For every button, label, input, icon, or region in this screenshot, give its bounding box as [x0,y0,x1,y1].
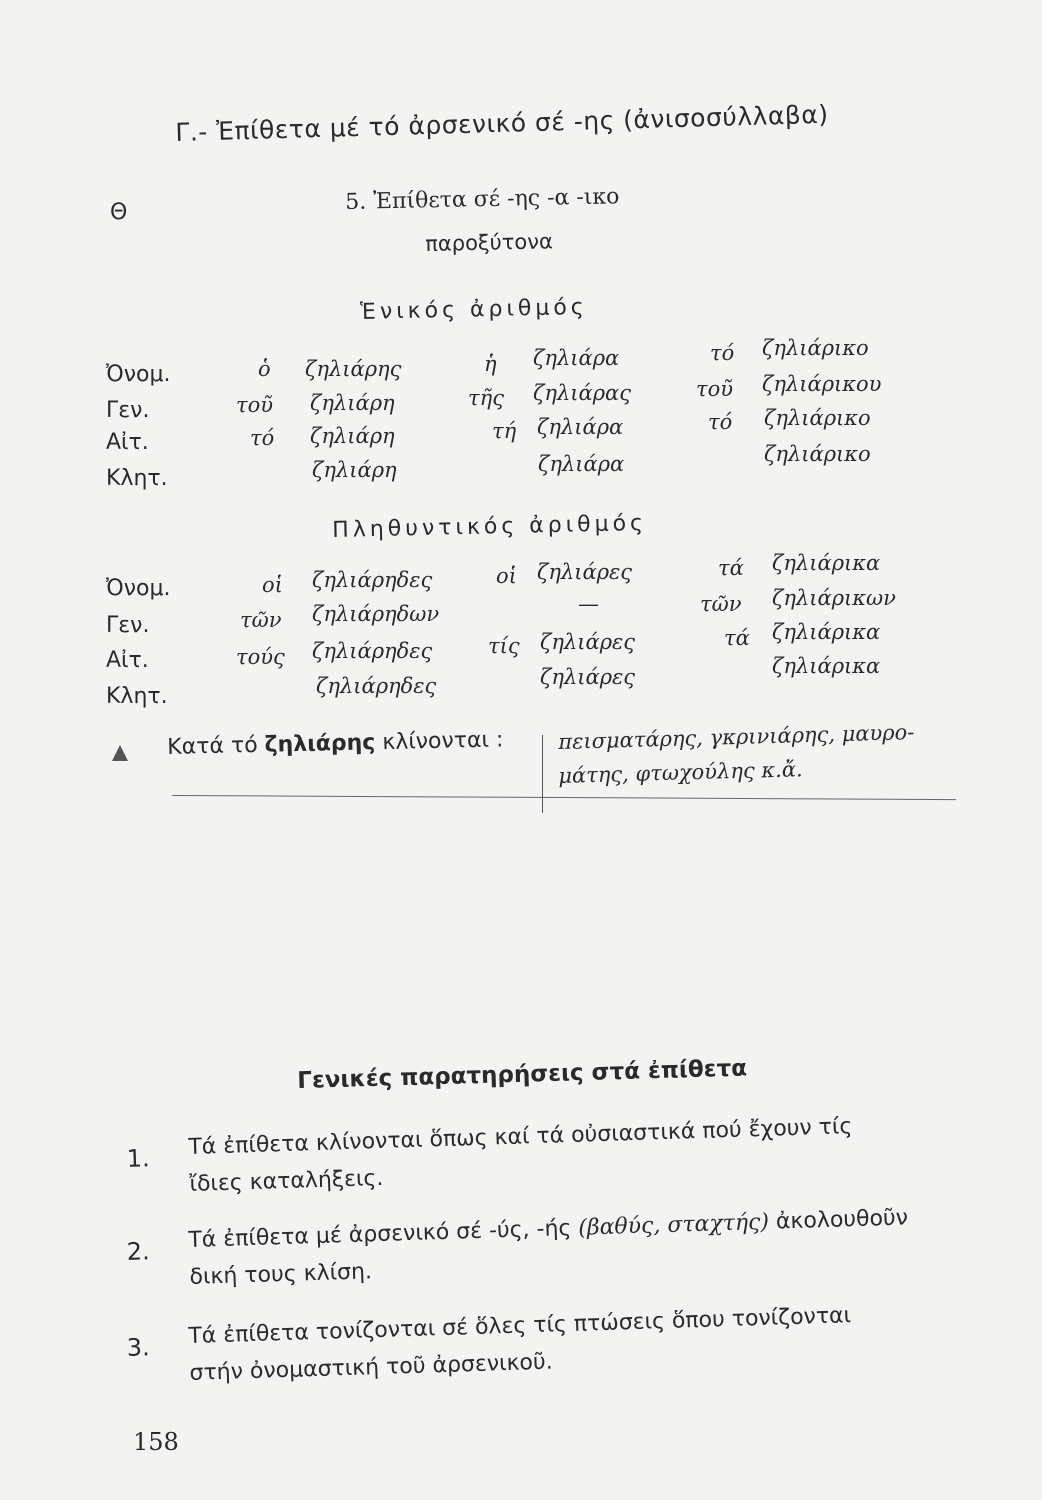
subsection-subtitle: παροξύτονα [425,229,554,256]
form-neut: ζηλιάρικα [772,620,881,644]
form-fem: ζηλιάρα [537,415,624,439]
form-masc: ζηλιάρηδες [316,674,437,698]
article-neut: τῶν [700,592,742,616]
observation-line: ἴδιες καταλήξεις. [189,1165,384,1197]
observation-line: δική τους κλίση. [189,1259,373,1290]
form-neut: ζηλιάρικο [764,406,871,430]
form-fem: ζηλιάρες [537,560,633,584]
article-neut: τά [724,626,750,650]
case-label: Κλητ. [106,466,168,491]
form-fem: ζηλιάρες [540,665,636,689]
observation-2 [126,1205,910,1290]
form-fem: ζηλιάρα [538,452,625,476]
case-label: Ὀνομ. [106,576,171,601]
observation-line: Τά ἐπίθετα κλίνονται ὅπως καί τά οὐσιαστικά πού ἔχουν τίς [188,1114,853,1160]
article-fem: τῆς [468,386,504,410]
article-neut: τά [718,556,744,580]
note-divider [542,735,543,813]
article-fem: ἡ [484,352,497,376]
case-label: Αἰτ. [106,648,149,673]
form-masc: ζηλιάρηδες [312,639,433,663]
note-line-1: πεισματάρης, γκρινιάρης, μαυρο- [558,720,915,754]
case-label: Γεν. [106,613,150,638]
article-fem: οἱ [496,564,517,588]
form-neut: ζηλιάρικο [764,442,871,466]
form-masc: ζηλιάρηδων [312,602,440,626]
article-neut: τό [710,341,735,365]
observation-line: στήν ὀνομαστική τοῦ ἀρσενικοῦ. [189,1349,554,1386]
observation-number: 1. [126,1144,151,1173]
section-title: Γ.- Ἐπίθετα μέ τό ἀρσενικό σέ -ης (ἀνισοσύλλαβα) [175,99,829,147]
note-label-word: ζηλιάρης [264,730,376,758]
article-neut: τό [708,410,733,434]
article-masc: τῶν [240,608,282,632]
page-number: 158 [133,1428,179,1456]
article-fem: τίς [488,634,520,658]
form-fem: ζηλιάρα [533,346,620,370]
article-masc: τοῦ [236,393,274,417]
article-neut: τοῦ [696,377,734,401]
observation-line: Τά ἐπίθετα μέ ἀρσενικό σέ -ύς, -ής [188,1215,579,1253]
singular-heading: Ἑνικός ἀριθμός [360,294,588,325]
observation-1 [126,1114,854,1197]
case-label: Ὀνομ. [106,362,171,387]
form-masc: ζηλιάρη [310,424,395,448]
article-masc: τούς [236,645,285,669]
observations-title: Γενικές παρατηρήσεις στά ἐπίθετα [297,1055,748,1094]
form-masc: ζηλιάρη [310,391,395,415]
form-neut: ζηλιάρικων [772,586,896,610]
article-fem: τή [492,419,517,443]
observation-number: 2. [126,1237,151,1266]
subsection-heading: 5. Ἐπίθετα σέ -ης -α -ικο [345,184,620,215]
form-masc: ζηλιάρηδες [312,568,433,592]
form-masc: ζηλιάρης [305,357,402,381]
form-masc: ζηλιάρη [312,458,397,482]
note-label-pre: Κατά τό [167,732,265,760]
article-masc: τό [250,426,275,450]
observation-line: ἀκολουθοῦν [768,1205,909,1235]
form-neut: ζηλιάρικα [772,654,881,678]
form-neut: ζηλιάρικο [762,336,869,360]
form-fem: ζηλιάρας [533,381,631,405]
observation-line: Τά ἐπίθετα τονίζονται σέ ὅλες τίς πτώσεις ὅπου τονίζονται [188,1303,852,1349]
triangle-icon [112,745,128,761]
form-neut: ζηλιάρικα [772,551,881,575]
note-line-2: μάτης, φτωχούλης κ.ἄ. [558,757,803,788]
form-neut: ζηλιάρικου [762,372,882,396]
case-label: Κλητ. [106,684,168,709]
note-rule [172,795,956,800]
note-label [167,727,504,760]
article-masc: ὁ [258,357,271,381]
plural-heading: Πληθυντικός ἀριθμός [332,510,648,543]
case-label: Γεν. [106,398,150,423]
form-fem: ζηλιάρες [540,630,636,654]
observation-3 [126,1303,853,1386]
section-symbol: Θ [110,200,128,225]
article-masc: οἱ [262,573,283,597]
form-fem: — [578,592,599,616]
note-label-post: κλίνονται : [375,727,504,756]
case-label: Αἰτ. [106,430,149,455]
observation-examples: (βαθύς, σταχτής) [577,1209,770,1241]
observation-number: 3. [126,1333,151,1362]
